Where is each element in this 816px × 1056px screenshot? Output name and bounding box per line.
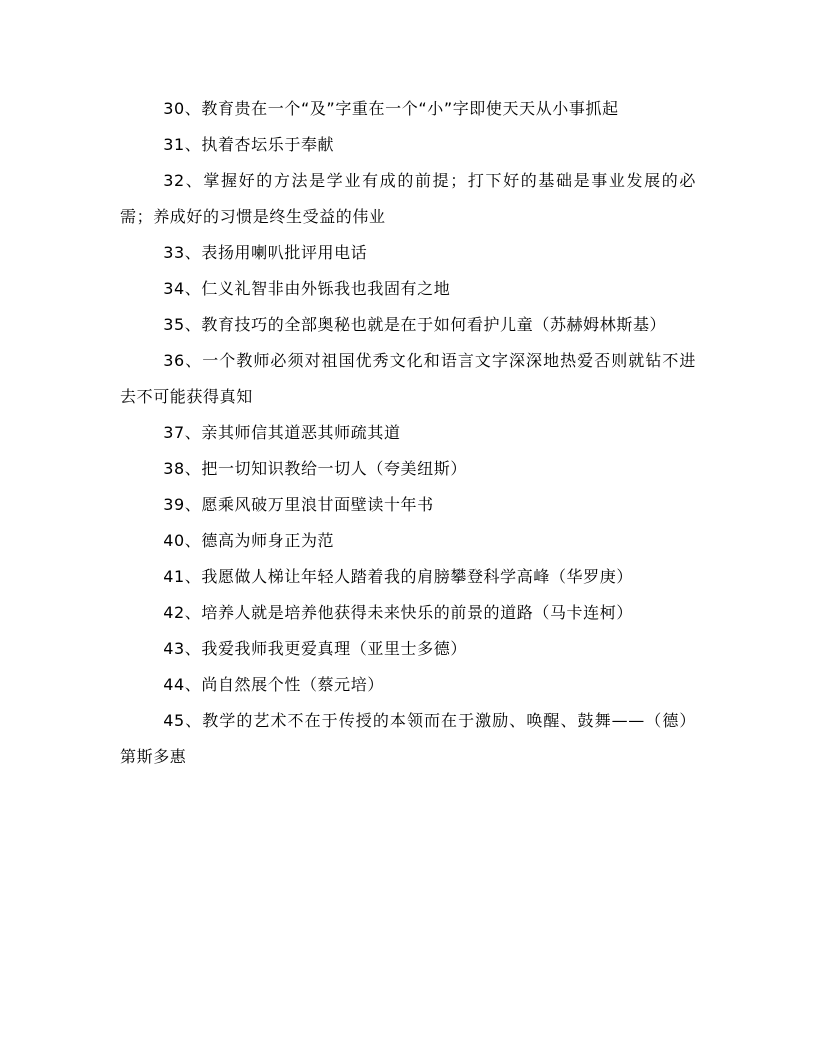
quote-item: 32、掌握好的方法是学业有成的前提；打下好的基础是事业发展的必需；养成好的习惯是终生受益的伟业 xyxy=(120,171,696,226)
quote-item: 31、执着杏坛乐于奉献 xyxy=(163,135,335,154)
quote-item: 41、我愿做人梯让年轻人踏着我的肩膀攀登科学高峰（华罗庚） xyxy=(163,567,633,586)
quote-list xyxy=(120,91,696,775)
quote-item: 34、仁义礼智非由外铄我也我固有之地 xyxy=(163,279,451,298)
quote-item: 35、教育技巧的全部奥秘也就是在于如何看护儿童（苏赫姆林斯基） xyxy=(163,315,667,334)
quote-item: 45、教学的艺术不在于传授的本领而在于激励、唤醒、鼓舞——（德）第斯多惠 xyxy=(120,711,696,766)
quote-item: 44、尚自然展个性（蔡元培） xyxy=(163,675,384,694)
quote-item: 40、德高为师身正为范 xyxy=(163,531,335,550)
quote-item: 33、表扬用喇叭批评用电话 xyxy=(163,243,368,262)
quote-item: 38、把一切知识教给一切人（夸美纽斯） xyxy=(163,459,467,478)
quote-item: 36、一个教师必须对祖国优秀文化和语言文字深深地热爱否则就钻不进去不可能获得真知 xyxy=(120,351,696,406)
quote-item: 39、愿乘风破万里浪甘面壁读十年书 xyxy=(163,495,434,514)
quote-item: 42、培养人就是培养他获得未来快乐的前景的道路（马卡连柯） xyxy=(163,603,633,622)
quote-item: 37、亲其师信其道恶其师疏其道 xyxy=(163,423,401,442)
quote-item: 30、教育贵在一个“及”字重在一个“小”字即使天天从小事抓起 xyxy=(163,99,619,118)
quote-item: 43、我爱我师我更爱真理（亚里士多德） xyxy=(163,639,467,658)
